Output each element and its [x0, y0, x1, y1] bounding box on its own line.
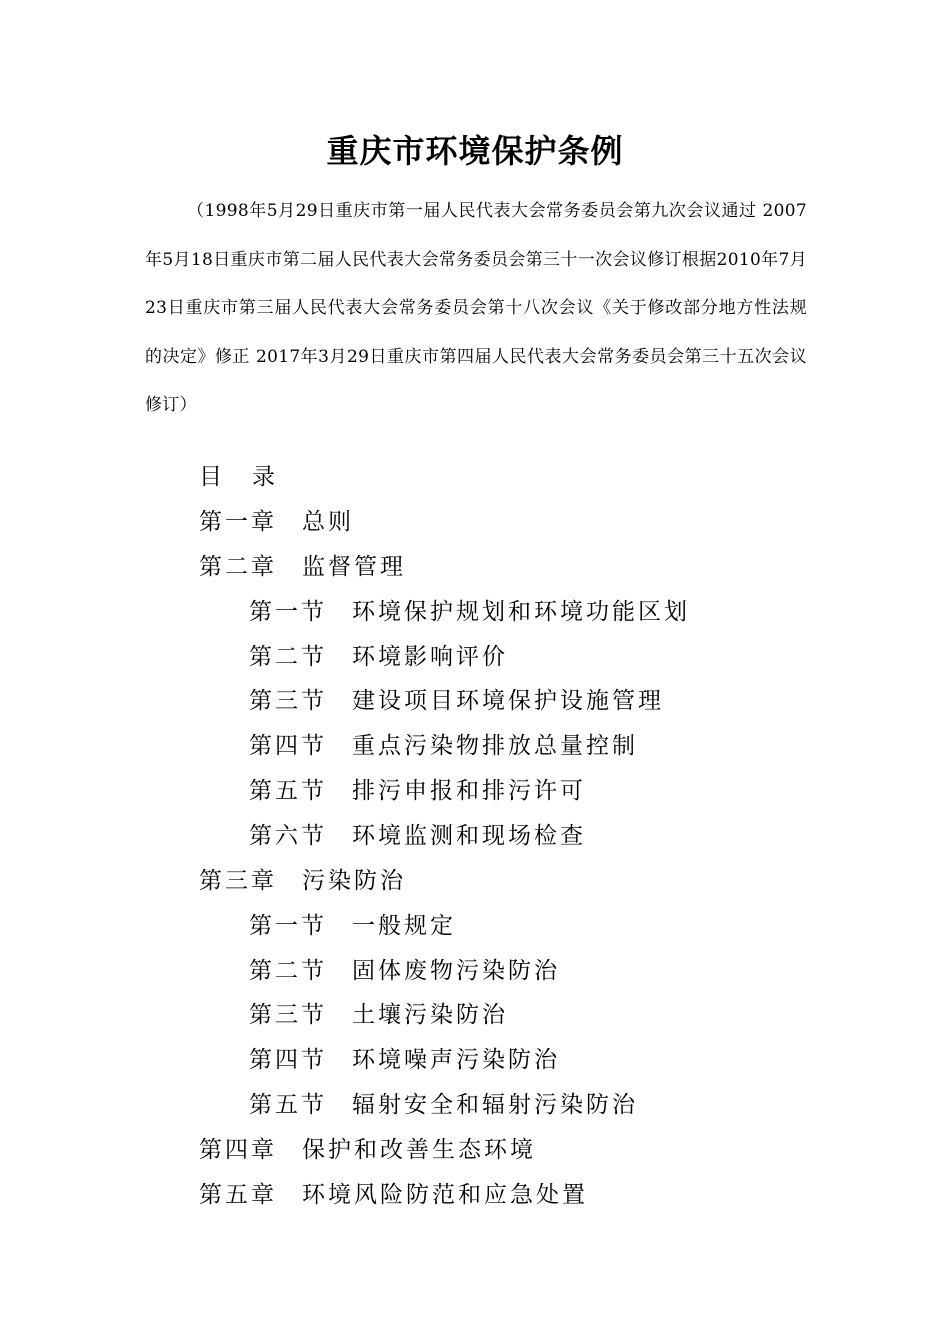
- toc-entry-label: 第二节: [249, 958, 327, 984]
- toc-chapter: [199, 506, 354, 538]
- toc-entry-title: 土壤污染防治: [352, 1002, 508, 1028]
- toc-entry-label: 第五节: [249, 1092, 327, 1118]
- toc-chapter: [199, 1179, 588, 1211]
- toc-entry-label: 第三节: [249, 688, 327, 714]
- toc-entry-title: 环境噪声污染防治: [352, 1047, 560, 1073]
- toc-entry-title: 排污申报和排污许可: [352, 778, 586, 804]
- toc-entry-title: 保护和改善生态环境: [302, 1137, 536, 1163]
- toc-entry-label: 第四节: [249, 733, 327, 759]
- toc-entry-label: 第四章: [199, 1137, 277, 1163]
- toc-entry-label: 第四节: [249, 1047, 327, 1073]
- toc-section: [249, 955, 560, 987]
- toc-heading-char-2: 录: [252, 464, 275, 490]
- toc-heading: [199, 461, 275, 493]
- toc-entry-label: 第一章: [199, 509, 277, 535]
- toc-entry-title: 总则: [302, 509, 354, 535]
- toc-section: [249, 910, 456, 942]
- toc-entry-title: 一般规定: [352, 913, 456, 939]
- toc-entry-title: 建设项目环境保护设施管理: [352, 688, 664, 714]
- toc-chapter: [199, 551, 406, 583]
- toc-chapter: [199, 1134, 536, 1166]
- toc-entry-title: 环境影响评价: [352, 644, 508, 670]
- toc-entry-label: 第三节: [249, 1002, 327, 1028]
- toc-entry-title: 重点污染物排放总量控制: [352, 733, 638, 759]
- toc-entry-label: 第六节: [249, 823, 327, 849]
- toc-section: [249, 775, 586, 807]
- toc-section: [249, 820, 586, 852]
- toc-section: [249, 1089, 638, 1121]
- legislative-history: （1998年5月29日重庆市第一届人民代表大会常务委员会第九次会议通过 2007年5月18日重庆市第二届人民代表大会常务委员会第三十一次会议修订根据2010年7月23日重庆市第三届人民代表大会常务委员会第十八次会议《关于修改部分地方性法规的决定》修正 2017年3月29日重庆市第四届人民代表大会常务委员会第三十五次会议修订）: [145, 201, 807, 415]
- toc-chapter: [199, 865, 406, 897]
- toc-entry-title: 监督管理: [302, 554, 406, 580]
- toc-entry-label: 第二章: [199, 554, 277, 580]
- toc-entry-title: 污染防治: [302, 868, 406, 894]
- toc-section: [249, 685, 664, 717]
- toc-section: [249, 730, 638, 762]
- toc-entry-label: 第五章: [199, 1182, 277, 1208]
- toc-entry-label: 第五节: [249, 778, 327, 804]
- toc-entry-title: 环境风险防范和应急处置: [302, 1182, 588, 1208]
- toc-entry-label: 第三章: [199, 868, 277, 894]
- toc-entry-label: 第二节: [249, 644, 327, 670]
- toc-section: [249, 596, 690, 628]
- toc-entry-title: 辐射安全和辐射污染防治: [352, 1092, 638, 1118]
- toc-entry-title: 固体废物污染防治: [352, 958, 560, 984]
- toc-section: [249, 641, 508, 673]
- toc-section: [249, 1044, 560, 1076]
- toc-entry-title: 环境监测和现场检查: [352, 823, 586, 849]
- toc-entry-label: 第一节: [249, 913, 327, 939]
- toc-entry-title: 环境保护规划和环境功能区划: [352, 599, 690, 625]
- toc-section: [249, 999, 508, 1031]
- document-title: 重庆市环境保护条例: [326, 132, 624, 170]
- toc-entry-label: 第一节: [249, 599, 327, 625]
- toc-heading-char-1: 目: [199, 464, 252, 490]
